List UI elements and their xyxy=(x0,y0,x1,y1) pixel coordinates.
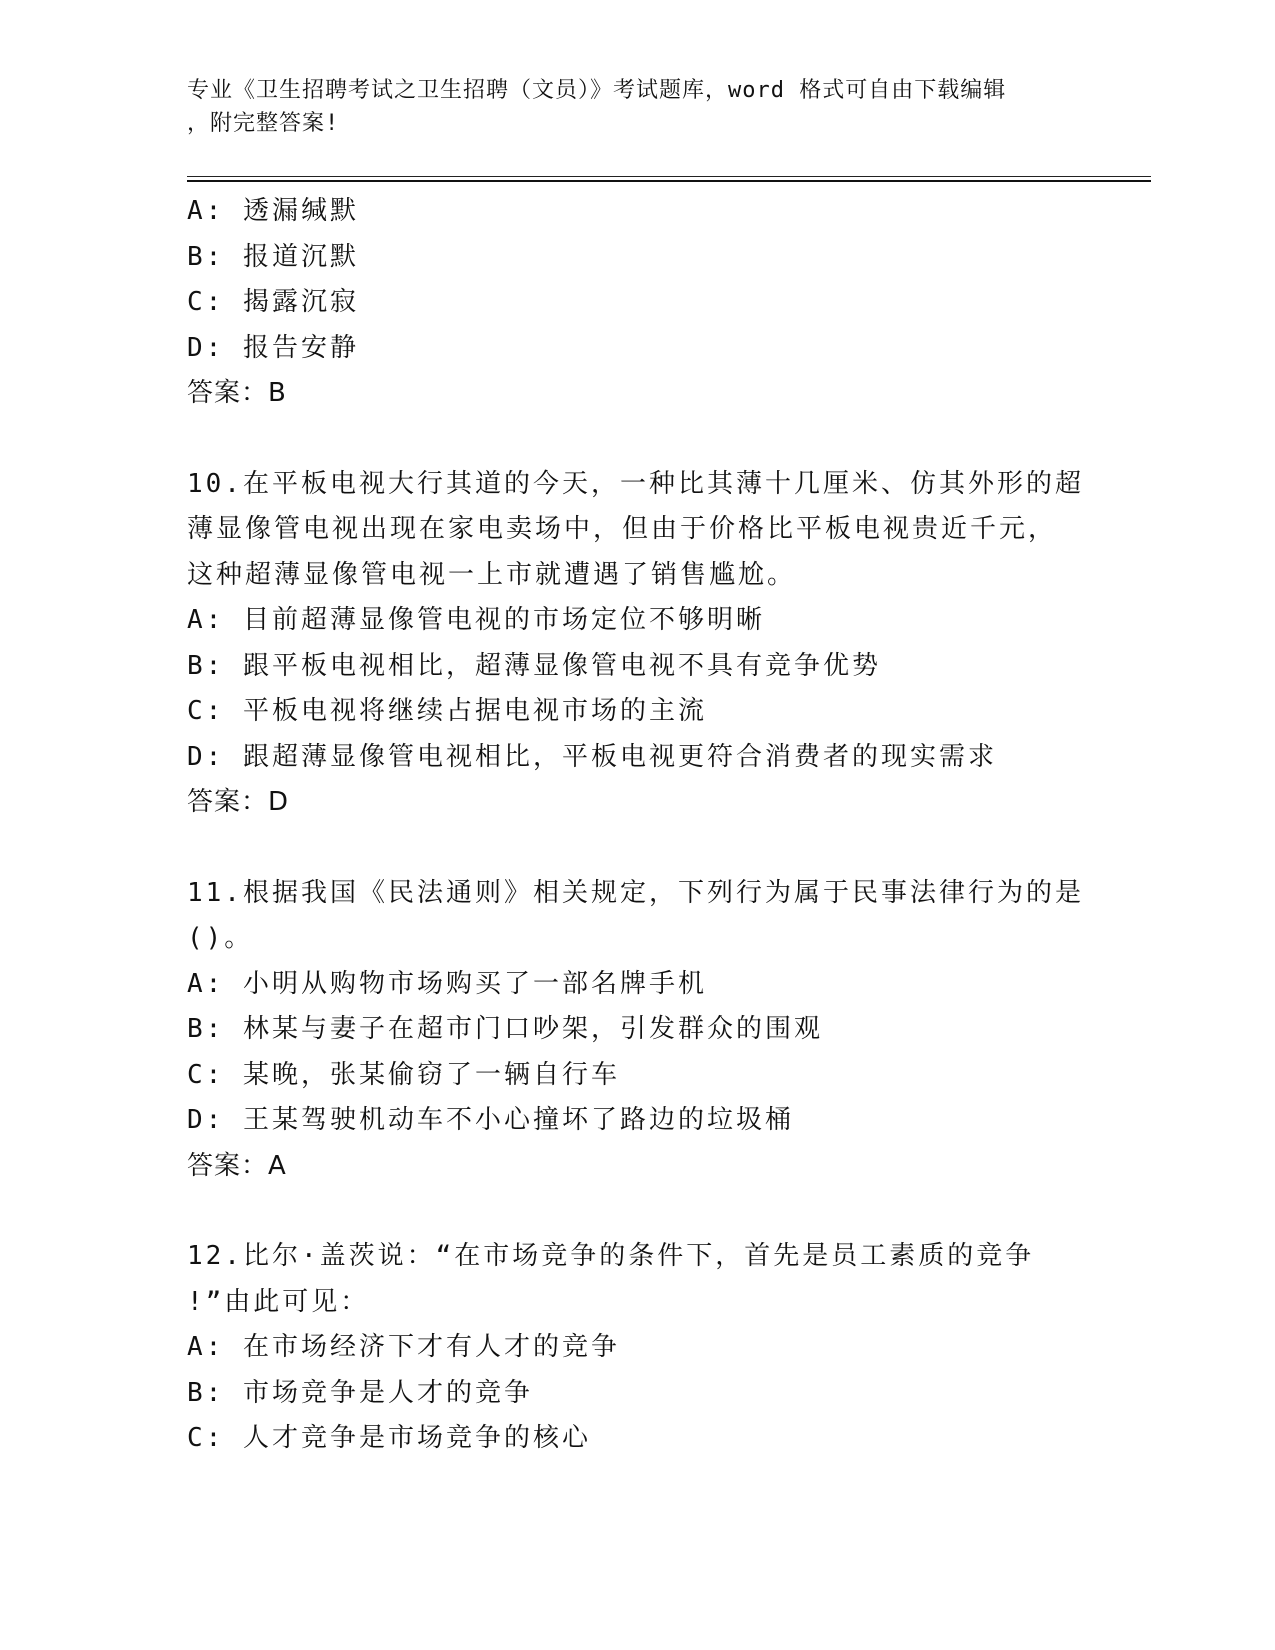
option-b: B: 市场竞争是人才的竞争 xyxy=(187,1377,533,1408)
document-header xyxy=(187,74,1067,140)
option-d: D: 跟超薄显像管电视相比，平板电视更符合消费者的现实需求 xyxy=(187,741,997,772)
option-a: A: 小明从购物市场购买了一部名牌手机 xyxy=(187,968,707,999)
question-text-line: ()。 xyxy=(187,923,254,953)
option-b: B: 跟平板电视相比，超薄显像管电视不具有竞争优势 xyxy=(187,650,881,681)
option-c: C: 揭露沉寂 xyxy=(187,287,359,317)
option-b: B: 林某与妻子在超市门口吵架，引发群众的围观 xyxy=(187,1014,823,1044)
header-divider-thin xyxy=(187,176,1151,177)
question-block-10 xyxy=(187,462,1087,826)
question-block-12 xyxy=(187,1234,1087,1462)
question-block-9 xyxy=(187,189,1087,417)
question-text-line: 11.根据我国《民法通则》相关规定，下列行为属于民事法律行为的是 xyxy=(187,877,1084,908)
question-text-line: 12.比尔·盖茨说：“在市场竞争的条件下，首先是员工素质的竞争 xyxy=(187,1241,1035,1271)
header-divider-thick xyxy=(187,180,1151,182)
question-text-line: !”由此可见： xyxy=(187,1286,370,1317)
option-a: A: 目前超薄显像管电视的市场定位不够明晰 xyxy=(187,605,765,635)
block-spacer xyxy=(187,826,1087,871)
block-spacer xyxy=(187,1189,1087,1234)
question-text-line: 10.在平板电视大行其道的今天，一种比其薄十几厘米、仿其外形的超 xyxy=(187,468,1084,499)
option-d: D: 王某驾驶机动车不小心撞坏了路边的垃圾桶 xyxy=(187,1105,794,1135)
header-line-2: ，附完整答案! xyxy=(187,111,340,136)
option-a: A: 在市场经济下才有人才的竞争 xyxy=(187,1332,620,1362)
question-text-line: 薄显像管电视出现在家电卖场中，但由于价格比平板电视贵近千元， xyxy=(187,514,1058,544)
option-a: A: 透漏缄默 xyxy=(187,196,359,226)
option-c: C: 平板电视将继续占据电视市场的主流 xyxy=(187,696,707,726)
option-c: C: 人才竞争是市场竞争的核心 xyxy=(187,1423,591,1453)
question-block-11 xyxy=(187,871,1087,1190)
option-d: D: 报告安静 xyxy=(187,332,359,363)
block-spacer xyxy=(187,417,1087,462)
question-text-line: 这种超薄显像管电视一上市就遭遇了销售尴尬。 xyxy=(187,559,797,590)
answer-line: 答案：B xyxy=(187,378,287,408)
option-b: B: 报道沉默 xyxy=(187,241,359,272)
answer-line: 答案：A xyxy=(187,1150,287,1181)
option-c: C: 某晚，张某偷窃了一辆自行车 xyxy=(187,1059,620,1090)
question-content xyxy=(187,189,1087,1462)
header-line-1: 专业《卫生招聘考试之卫生招聘（文员）》考试题库，word 格式可自由下载编辑 xyxy=(187,78,1007,103)
answer-line: 答案：D xyxy=(187,787,290,817)
